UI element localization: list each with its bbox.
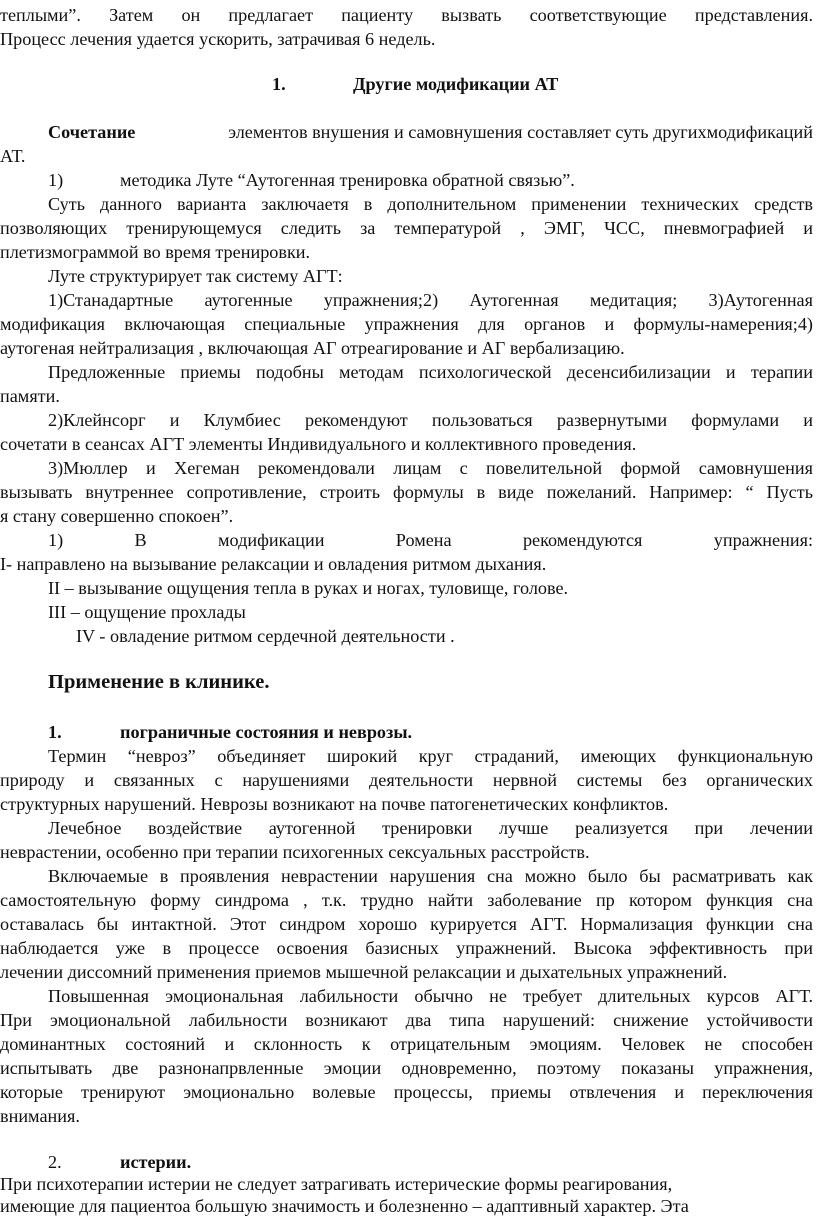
paragraph-line: Повышенная эмоциональная лабильности обычно не требует длительных курсов АГТ. bbox=[48, 986, 813, 1006]
paragraph-line: I- направлено на вызывание релаксации и овладения ритмом дыхания. bbox=[0, 554, 547, 574]
paragraph-line: имеющие для пациентоа большую значимость и болезненно – адаптивный характер. Эта bbox=[0, 1196, 689, 1216]
subsection-number: 2. bbox=[48, 1152, 62, 1172]
paragraph-line: III – ощущение прохлады bbox=[48, 602, 246, 622]
paragraph-line: лечении диссомний применения приемов мышечной релаксации и дыхательных упражнений. bbox=[0, 962, 728, 982]
paragraph-line: Луте структурирует так систему АГТ: bbox=[48, 266, 343, 286]
paragraph-line: 2)Клейнсорг и Клумбиес рекомендуют пользоваться развернутыми формулами и bbox=[48, 410, 813, 430]
paragraph-line: внимания. bbox=[0, 1106, 80, 1126]
paragraph-line: оставалась бы интактной. Этот синдром хорошо курируется АГТ. Нормализация функции сна bbox=[0, 914, 813, 934]
paragraph-line: доминантных состояний и склонность к отрицательным эмоциям. Человек не способен bbox=[0, 1034, 813, 1054]
paragraph-line: плетизмограммой во время тренировки. bbox=[0, 242, 311, 262]
bold-term: Сочетание bbox=[48, 122, 136, 142]
paragraph-line: 3)Мюллер и Хегеман рекомендовали лицам с повелительной формой самовнушения bbox=[48, 458, 813, 478]
paragraph-line: сочетати в сеансах АГТ элементы Индивидуального и коллективного проведения. bbox=[0, 434, 637, 454]
paragraph-line: испытывать две разнонапрвленные эмоции одновременно, поэтому показаны упражнения, bbox=[0, 1058, 813, 1078]
paragraph-line: природу и связанных с нарушениями деятельности нервной системы без органических bbox=[0, 770, 813, 790]
paragraph-line: вызывать внутреннее сопротивление, строить формулы в виде пожеланий. Например: “ Пусть bbox=[0, 482, 813, 502]
intro-line-1: теплыми”. Затем он предлагает пациенту вызвать соответствующие представления. bbox=[0, 5, 813, 25]
paragraph-line: При психотерапии истерии не следует затрагивать истерические формы реагирования, bbox=[0, 1174, 673, 1194]
paragraph-line: аутогеная нейтрализация , включающая АГ отреагирование и АГ вербализацию. bbox=[0, 338, 625, 358]
paragraph-line: позволяющих тренирующемуся следить за температурой , ЭМГ, ЧСС, пневмографией и bbox=[0, 218, 813, 238]
subsection-number: 1. bbox=[48, 722, 62, 742]
paragraph-line: IV - овладение ритмом сердечной деятельности . bbox=[76, 626, 455, 646]
paragraph-line: модификация включающая специальные упражнения для органов и формулы-намерения;4) bbox=[0, 314, 813, 334]
paragraph-line: структурных нарушений. Неврозы возникают на почве патогенетических конфликтов. bbox=[0, 794, 669, 814]
paragraph-line: которые тренируют эмоционально волевые процессы, приемы отвлечения и переключения bbox=[0, 1082, 813, 1102]
paragraph-line: наблюдается уже в процессе освоения базисных упражнений. Высока эффективность при bbox=[0, 938, 813, 958]
paragraph-line: 1)Станадартные аутогенные упражнения;2) Аутогенная медитация; 3)Аутогенная bbox=[48, 290, 813, 310]
subsection-heading: истерии. bbox=[120, 1152, 192, 1172]
para-combination-line-2: АТ. bbox=[0, 146, 26, 166]
paragraph-line: я стану совершенно спокоен”. bbox=[0, 506, 234, 526]
para-combination-text: элементов внушения и самовнушения составляет суть другихмодификаций bbox=[228, 122, 813, 142]
paragraph-line: II – вызывание ощущения тепла в руках и ногах, туловище, голове. bbox=[48, 578, 569, 598]
intro-line-2: Процесс лечения удается ускорить, затрачивая 6 недель. bbox=[0, 29, 436, 49]
paragraph-line: 1) В модификации Ромена рекомендуются упражнения: bbox=[48, 530, 813, 550]
section-heading: Другие модификации АТ bbox=[353, 74, 559, 94]
paragraph-line: неврастении, особенно при терапии психогенных сексуальных расстройств. bbox=[0, 842, 590, 862]
list-item-text: методика Луте “Аутогенная тренировка обратной связью”. bbox=[120, 170, 575, 190]
paragraph-line: При эмоциональной лабильности возникают два типа нарушений: снижение устойчивости bbox=[0, 1010, 813, 1030]
paragraph-line: Суть данного варианта заключаетя в дополнительном применении технических средств bbox=[48, 194, 813, 214]
paragraph-line: Термин “невроз” объединяет широкий круг страданий, имеющих функциональную bbox=[48, 746, 813, 766]
paragraph-line: памяти. bbox=[0, 386, 60, 406]
para-combination-line-1 bbox=[48, 120, 813, 144]
paragraph-line: самостоятельную форму синдрома , т.к. трудно найти заболевание пр котором функция сна bbox=[0, 890, 813, 910]
clinic-heading: Применение в клинике. bbox=[48, 671, 270, 693]
section-number: 1. bbox=[272, 74, 286, 94]
paragraph-line: Включаемые в проявления неврастении нарушения сна можно было бы расматривать как bbox=[48, 866, 813, 886]
paragraph-line: Предложенные приемы подобны методам психологической десенсибилизации и терапии bbox=[48, 362, 813, 382]
subsection-heading: пограничные состояния и неврозы. bbox=[120, 722, 413, 742]
list-item-number: 1) bbox=[48, 170, 64, 190]
paragraph-line: Лечебное воздействие аутогенной тренировки лучше реализуется при лечении bbox=[48, 818, 813, 838]
